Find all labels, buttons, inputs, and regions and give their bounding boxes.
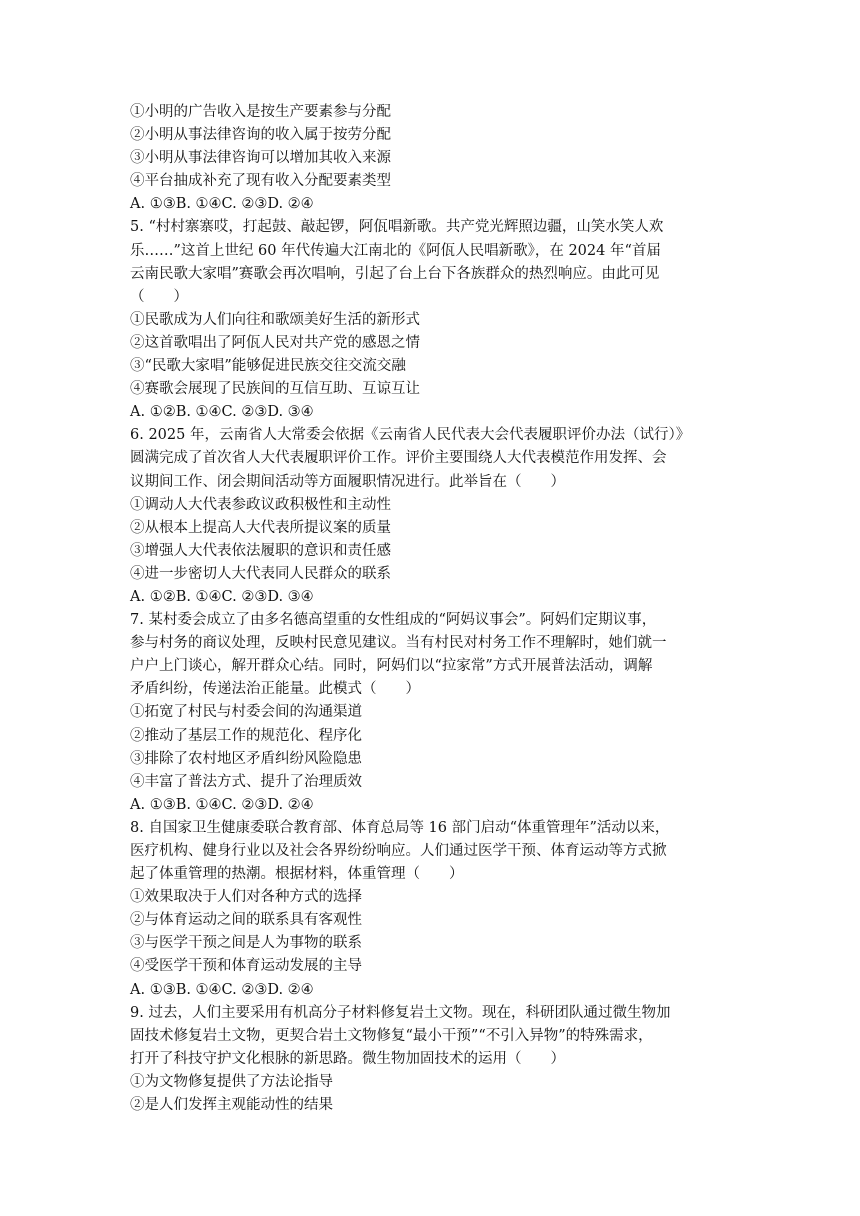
answer-choices: A. ①②B. ①④C. ②③D. ③④	[130, 404, 314, 421]
question-stem-line: （ ）	[130, 288, 188, 305]
option-line: ④赛歌会展现了民族间的互信互助、互谅互让	[130, 381, 420, 398]
question-stem-line: 医疗机构、健身行业以及社会各界纷纷响应。人们通过医学干预、体育运动等方式掀	[130, 843, 667, 859]
question-stem-line: 参与村务的商议处理，反映村民意见建议。当有村民对村务工作不理解时，她们就一	[130, 635, 667, 652]
answer-choices: A. ①③B. ①④C. ②③D. ②④	[130, 196, 314, 213]
answer-choices: A. ①②B. ①④C. ②③D. ③④	[130, 588, 314, 605]
question-9	[130, 1002, 735, 1117]
question-stem-line: 议期间工作、闭会期间活动等方面履职情况进行。此举旨在（ ）	[130, 473, 565, 490]
question-stem-line: 矛盾纠纷，传递法治正能量。此模式（ ）	[130, 681, 420, 698]
question-4	[130, 101, 735, 216]
option-line: ②从根本上提高人大代表所提议案的质量	[130, 519, 391, 536]
option-line: ④丰富了普法方式、提升了治理质效	[130, 773, 362, 790]
option-line: ③“民歌大家唱”能够促进民族交往交流交融	[130, 358, 406, 375]
question-stem-line: 户户上门谈心，解开群众心结。同时，阿妈们以“拉家常”方式开展普法活动，调解	[130, 658, 653, 675]
question-stem-line: 起了体重管理的热潮。根据材料，体重管理（ ）	[130, 866, 464, 883]
question-stem-line: 云南民歌大家唱”赛歌会再次唱响，引起了台上台下各族群众的热烈响应。由此可见	[130, 265, 660, 282]
option-line: ②是人们发挥主观能动性的结果	[130, 1097, 333, 1114]
question-stem-line: 固技术修复岩土文物，更契合岩土文物修复“最小干预”“不引入异物”的特殊需求，	[130, 1027, 653, 1044]
question-7	[130, 609, 735, 817]
exam-content	[130, 101, 735, 1117]
option-line: ②这首歌唱出了阿佤人民对共产党的感恩之情	[130, 334, 420, 351]
question-6	[130, 424, 735, 609]
option-line: ④进一步密切人大代表同人民群众的联系	[130, 565, 391, 582]
question-stem-line: 6. 2025 年，云南省人大常委会依据《云南省人民代表大会代表履职评价办法（试行）》	[130, 427, 691, 444]
option-line: ③与医学干预之间是人为事物的联系	[130, 935, 362, 952]
question-stem-line: 8. 自国家卫生健康委联合教育部、体育总局等 16 部门启动“体重管理年”活动以来，	[130, 819, 670, 836]
option-line: ①小明的广告收入是按生产要素参与分配	[130, 104, 391, 120]
answer-choices: A. ①③B. ①④C. ②③D. ②④	[130, 981, 314, 998]
answer-choices: A. ①③B. ①④C. ②③D. ②④	[130, 796, 314, 813]
option-line: ①调动人大代表参政议政积极性和主动性	[130, 496, 391, 513]
question-stem-line: 圆满完成了首次省人大代表履职评价工作。评价主要围绕人大代表模范作用发挥、会	[130, 450, 667, 467]
question-stem-line: 7. 某村委会成立了由多名德高望重的女性组成的“阿妈议事会”。阿妈们定期议事，	[130, 612, 657, 629]
option-line: ④受医学干预和体育运动发展的主导	[130, 958, 362, 975]
option-line: ①效果取决于人们对各种方式的选择	[130, 889, 362, 906]
question-8	[130, 817, 735, 1002]
option-line: ③增强人大代表依法履职的意识和责任感	[130, 542, 391, 559]
question-stem-line: 乐……”这首上世纪 60 年代传遍大江南北的《阿佤人民唱新歌》，在 2024 年“首届	[130, 242, 661, 259]
question-stem-line: 5. “村村寨寨哎，打起鼓、敲起锣，阿佤唱新歌。共产党光辉照边疆，山笑水笑人欢	[130, 219, 664, 236]
question-stem-line: 打开了科技守护文化根脉的新思路。微生物加固技术的运用（ ）	[130, 1050, 565, 1067]
option-line: ②小明从事法律咨询的收入属于按劳分配	[130, 127, 391, 144]
option-line: ③排除了农村地区矛盾纠纷风险隐患	[130, 750, 362, 767]
option-line: ②推动了基层工作的规范化、程序化	[130, 727, 362, 744]
option-line: ③小明从事法律咨询可以增加其收入来源	[130, 150, 391, 167]
option-line: ①民歌成为人们向往和歌颂美好生活的新形式	[130, 311, 420, 328]
option-line: ④平台抽成补充了现有收入分配要素类型	[130, 173, 391, 190]
question-5	[130, 216, 735, 424]
option-line: ②与体育运动之间的联系具有客观性	[130, 912, 362, 929]
question-stem-line: 9. 过去，人们主要采用有机高分子材料修复岩土文物。现在，科研团队通过微生物加	[130, 1004, 671, 1021]
option-line: ①为文物修复提供了方法论指导	[130, 1073, 333, 1090]
option-line: ①拓宽了村民与村委会间的沟通渠道	[130, 704, 362, 721]
